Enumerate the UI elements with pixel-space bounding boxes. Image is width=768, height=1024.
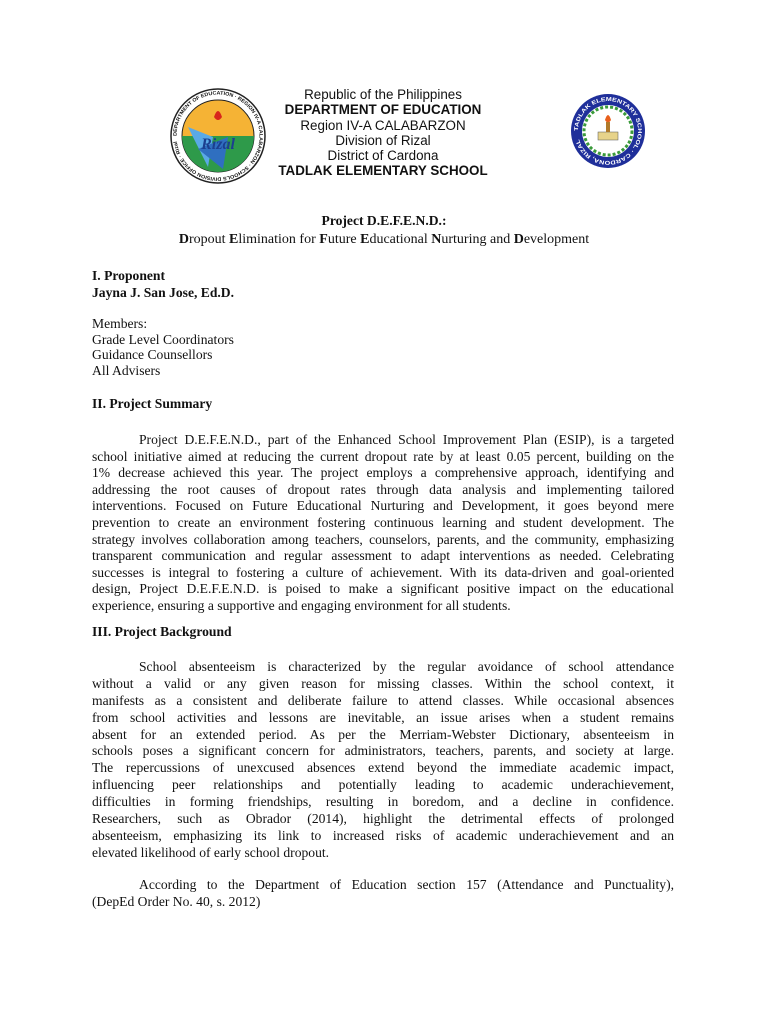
text-line: absent for an extended period. As per the Merriam-Webster Dictionary, absenteeism in — [92, 726, 674, 742]
member-item: Grade Level Coordinators — [92, 331, 234, 347]
text-line: interventions. Focused on Future Educational Nurturing and Development, it goes beyond mere — [92, 498, 674, 514]
text-line: School absenteeism is characterized by the regular avoidance of school attendance — [139, 659, 674, 674]
subtitle-word: ducational — [369, 232, 432, 247]
school-line: TADLAK ELEMENTARY SCHOOL — [278, 163, 488, 179]
text-line: from school activities and lessons are inevitable, an issue arises when a student remains — [92, 709, 674, 725]
text-line: strategy involves collaboration among teachers, counselors, parents, and the community, emphasizing — [92, 531, 674, 547]
republic-line: Republic of the Philippines — [304, 87, 462, 102]
text-line: influencing peer relationships and potentially leading to academic underachievement, — [92, 777, 674, 793]
text-line: schools poses a significant concern for administrators, teachers, parents, and society at large. — [92, 743, 674, 759]
members-label: Members: — [92, 316, 148, 331]
summary-paragraph — [92, 432, 674, 615]
subtitle-initial: N — [431, 232, 442, 247]
subtitle-initial: F — [319, 232, 328, 247]
text-line: According to the Department of Education section 157 (Attendance and Punctuality), — [139, 877, 674, 892]
proponent-name: Jayna J. San Jose, Ed.D. — [92, 285, 235, 300]
text-line: 1% decrease achieved this year. The project employs a comprehensive approach, identifying and — [92, 465, 674, 481]
background-heading: III. Project Background — [92, 624, 232, 639]
text-line: difficulties in forming friendships, resulting in boredom, and a decline in confidence. — [92, 794, 674, 810]
project-subtitle — [0, 232, 768, 248]
project-title: Project D.E.F.E.N.D.: — [321, 213, 447, 228]
subtitle-initial: E — [229, 232, 239, 247]
background-paragraph — [92, 659, 674, 862]
right-logo-text: TADLAK ELEMENTARY SCHOOL · CARDONA, RIZAL — [573, 96, 643, 166]
subtitle-word: urturing and — [441, 232, 514, 247]
text-line: manifests as a consistent and deliberate failure to attend classes. While occasional absences — [92, 692, 674, 708]
text-line: (DepEd Order No. 40, s. 2012) — [92, 893, 261, 909]
subtitle-initial: D — [178, 232, 189, 247]
text-line: addressing the root causes of dropout rates through data analysis and implementing tailored — [92, 481, 674, 497]
text-line: elevated likelihood of early school dropout. — [92, 844, 330, 860]
left-logo-text: DEPARTMENT OF EDUCATION · REGION IV-A CALABARZON · SCHOOLS DIVISION OFFICE · Rizal — [172, 90, 264, 182]
subtitle-word: ropout — [188, 232, 230, 247]
subtitle-word: uture — [327, 232, 361, 247]
text-line: absenteeism, emphasizing its link to increased risks of academic underachievement and an — [92, 827, 674, 843]
rizal-logo-mark: Rizal — [201, 136, 235, 153]
text-line: prevention to create an environment fostering continuous learning and student development. The — [92, 514, 674, 530]
text-line: without a valid or any given reason for missing classes. Within the school context, it — [92, 675, 674, 691]
text-line: The repercussions of unexcused absences extend beyond the immediate academic impact, — [92, 760, 674, 776]
district-line: District of Cardona — [327, 148, 439, 164]
division-line: Division of Rizal — [335, 132, 431, 148]
member-item: All Advisers — [92, 362, 161, 378]
text-line: school initiative aimed at reducing the current dropout rate by at least 0.05 percent, building on the — [92, 448, 674, 464]
text-line: Project D.E.F.E.N.D., part of the Enhanced School Improvement Plan (ESIP), is a targeted — [139, 432, 674, 447]
subtitle-word: limination for — [238, 232, 320, 247]
text-line: successes is integral to fostering a culture of achievement. With its data-driven and goal-oriented — [92, 564, 674, 580]
letterhead — [230, 87, 536, 179]
region-line: Region IV-A CALABARZON — [300, 117, 466, 133]
text-line: design, Project D.E.F.E.N.D. is poised to make a significant positive impact on the educational — [92, 581, 674, 597]
department-line: DEPARTMENT OF EDUCATION — [284, 102, 482, 118]
text-line: Researchers, such as Obrador (2014), highlight the detrimental effects of prolonged — [92, 811, 674, 827]
members-list — [92, 316, 234, 378]
subtitle-initial: D — [513, 232, 524, 247]
summary-heading: II. Project Summary — [92, 396, 213, 411]
subtitle-word: evelopment — [523, 232, 590, 247]
member-item: Guidance Counsellors — [92, 347, 213, 363]
text-line: experience, ensuring a supportive and engaging environment for all students. — [92, 597, 511, 613]
tadlak-school-seal — [569, 92, 647, 170]
deped-order-paragraph — [92, 877, 674, 910]
subtitle-initial: E — [360, 232, 370, 247]
proponent-heading: I. Proponent — [92, 268, 166, 283]
text-line: transparent communication and regular assessment to adapt interventions as needed. Celebrating — [92, 548, 674, 564]
